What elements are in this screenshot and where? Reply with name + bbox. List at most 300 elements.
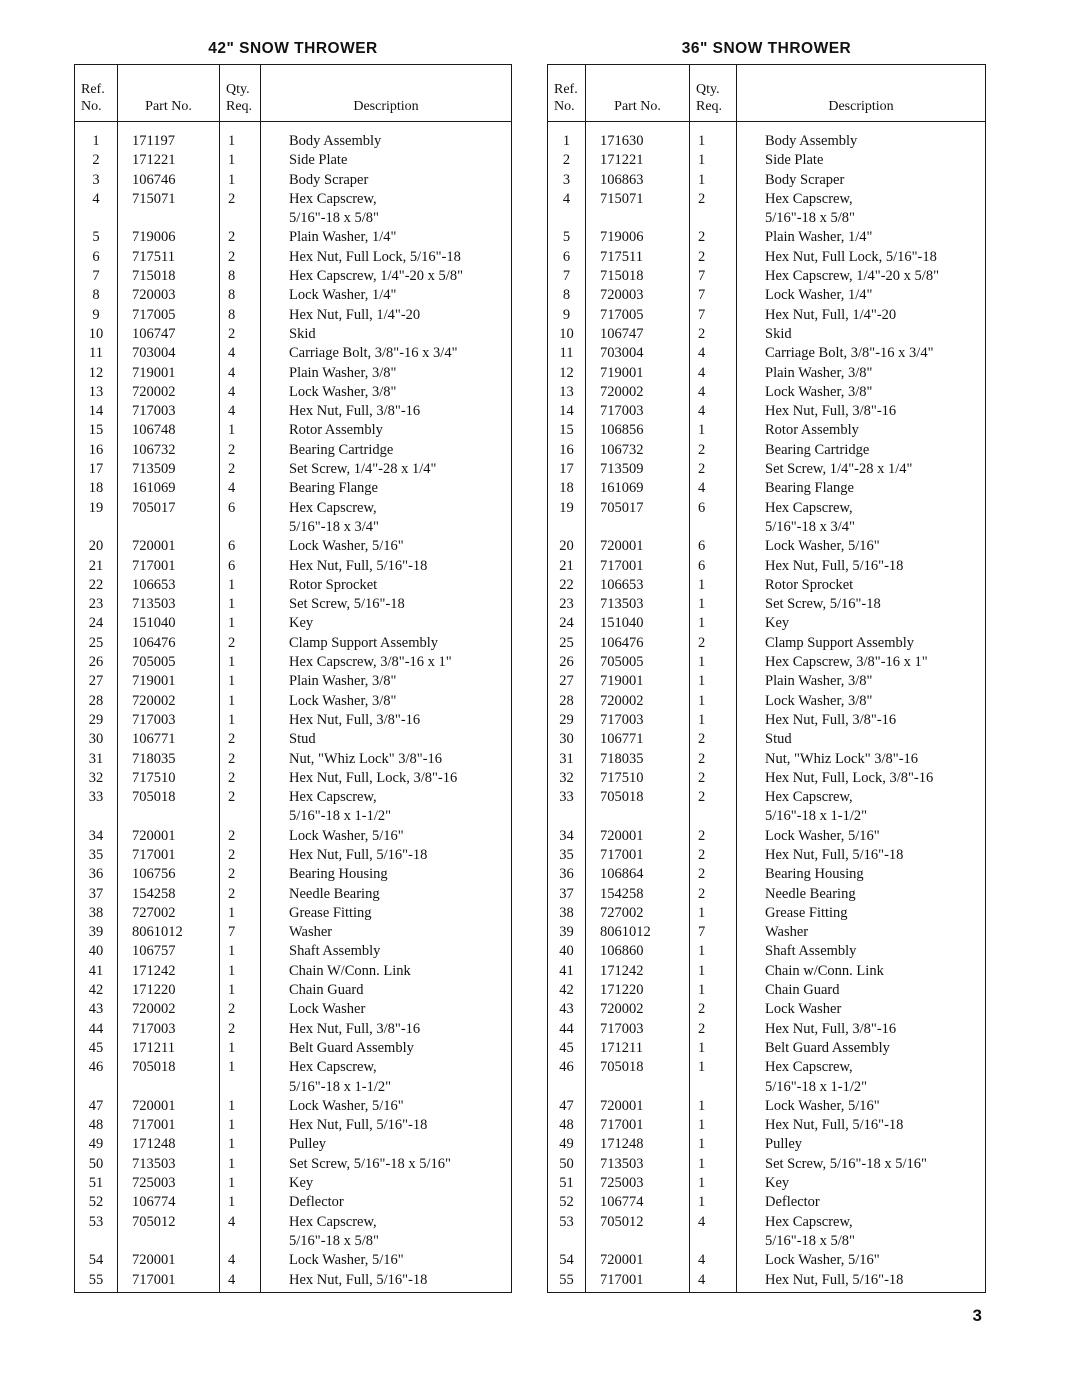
ref-no-cell xyxy=(548,325,586,344)
table-row xyxy=(548,286,986,305)
parts-list-36-inch xyxy=(547,38,986,1293)
part-no-cell xyxy=(118,421,220,440)
qty-cell xyxy=(220,885,261,904)
qty-cell-text: 1 xyxy=(228,1194,236,1211)
part-no-header: Part No. xyxy=(118,65,220,122)
table-row xyxy=(548,750,986,769)
table-row xyxy=(548,325,986,344)
ref-no-cell-text: 22 xyxy=(88,576,104,593)
ref-no-cell-text: 27 xyxy=(88,673,104,690)
ref-no-cell-text: 48 xyxy=(559,1117,574,1134)
description-cell-text: Plain Washer, 3/8" xyxy=(289,364,397,381)
description-cell-text: Hex Capscrew, xyxy=(765,499,853,516)
description-cell xyxy=(737,383,986,402)
qty-cell xyxy=(690,981,737,1000)
qty-cell-text: 7 xyxy=(698,306,706,323)
ref-no-cell-text: 28 xyxy=(559,692,574,709)
part-no-cell xyxy=(118,788,220,827)
ref-no-cell xyxy=(548,383,586,402)
qty-cell-text: 2 xyxy=(698,885,706,902)
qty-cell xyxy=(690,634,737,653)
qty-cell xyxy=(690,267,737,286)
table-row xyxy=(548,730,986,749)
qty-cell-text: 1 xyxy=(698,1155,706,1172)
qty-cell-text: 8 xyxy=(228,268,236,285)
ref-no-cell xyxy=(75,267,118,286)
part-no-cell-text: 713503 xyxy=(132,596,176,613)
description-cell xyxy=(261,730,512,749)
ref-no-cell xyxy=(75,981,118,1000)
qty-cell-text: 2 xyxy=(698,769,706,786)
qty-cell-text: 2 xyxy=(698,750,706,767)
part-no-cell-text: 717003 xyxy=(132,711,176,728)
part-no-cell-text: 171248 xyxy=(600,1136,644,1153)
ref-no-cell-text: 55 xyxy=(559,1271,574,1288)
part-no-cell xyxy=(118,595,220,614)
qty-cell xyxy=(690,672,737,691)
description-cell-text: Hex Nut, Full, 3/8"-16 xyxy=(765,1020,897,1037)
qty-cell xyxy=(690,499,737,538)
part-no-cell-text: 719001 xyxy=(600,673,644,690)
ref-no-cell xyxy=(548,1020,586,1039)
ref-no-cell-text: 44 xyxy=(559,1020,574,1037)
description-cell-text: Lock Washer xyxy=(765,1001,842,1018)
part-no-cell-text: 715071 xyxy=(600,190,644,207)
table-row xyxy=(75,1058,512,1097)
description-continuation-text: 5/16"-18 x 1-1/2" xyxy=(289,808,392,825)
qty-cell xyxy=(220,595,261,614)
qty-cell-text: 2 xyxy=(698,190,706,207)
description-cell xyxy=(737,1135,986,1154)
qty-cell xyxy=(690,151,737,170)
description-cell xyxy=(261,788,512,827)
ref-no-cell-text: 54 xyxy=(88,1252,104,1269)
table-row xyxy=(75,730,512,749)
ref-no-cell-text: 46 xyxy=(88,1059,104,1076)
ref-no-cell xyxy=(75,885,118,904)
ref-no-cell xyxy=(548,1193,586,1212)
description-cell-text: Hex Capscrew, xyxy=(289,789,377,806)
ref-no-cell xyxy=(75,1039,118,1058)
part-no-cell-text: 171242 xyxy=(600,962,644,979)
table-header-row xyxy=(548,65,986,122)
qty-cell xyxy=(690,1193,737,1212)
description-cell xyxy=(261,750,512,769)
qty-cell xyxy=(220,1116,261,1135)
part-no-cell xyxy=(586,479,690,498)
ref-no-cell xyxy=(548,865,586,884)
qty-cell xyxy=(690,1000,737,1019)
part-no-cell xyxy=(118,171,220,190)
qty-cell-text: 6 xyxy=(698,499,706,516)
qty-cell xyxy=(220,1174,261,1193)
description-cell-text: Clamp Support Assembly xyxy=(765,634,915,651)
part-no-cell xyxy=(586,750,690,769)
table-row xyxy=(548,614,986,633)
qty-cell xyxy=(690,1155,737,1174)
description-cell xyxy=(261,306,512,325)
qty-cell-text: 1 xyxy=(698,1136,706,1153)
qty-cell xyxy=(690,383,737,402)
qty-cell-text: 1 xyxy=(228,615,236,632)
ref-no-cell xyxy=(75,962,118,981)
part-no-cell-text: 720001 xyxy=(600,827,644,844)
qty-cell xyxy=(690,942,737,961)
parts-list-42-inch xyxy=(74,38,512,1293)
part-no-cell xyxy=(586,653,690,672)
ref-no-cell-text: 37 xyxy=(559,885,574,902)
qty-cell xyxy=(690,306,737,325)
description-cell xyxy=(737,730,986,749)
description-cell-text: Lock Washer, 5/16" xyxy=(289,538,404,555)
description-cell xyxy=(261,122,512,152)
ref-no-cell-text: 45 xyxy=(559,1039,574,1056)
qty-cell-text: 2 xyxy=(228,325,236,342)
qty-cell-text: 2 xyxy=(698,229,706,246)
description-cell-text: Hex Nut, Full Lock, 5/16"-18 xyxy=(289,248,461,265)
part-no-cell-text: 106732 xyxy=(600,441,644,458)
description-cell-text: Nut, "Whiz Lock" 3/8"-16 xyxy=(289,750,443,767)
table-row xyxy=(548,421,986,440)
qty-cell-text: 4 xyxy=(228,403,236,420)
qty-cell xyxy=(690,653,737,672)
qty-cell-text: 4 xyxy=(698,345,706,362)
qty-cell xyxy=(690,537,737,556)
ref-no-cell xyxy=(75,1251,118,1270)
ref-no-cell-text: 42 xyxy=(88,982,104,999)
description-cell-text: Hex Nut, Full, 5/16"-18 xyxy=(289,1271,428,1288)
qty-cell xyxy=(220,846,261,865)
part-no-cell-text: 713503 xyxy=(132,1155,176,1172)
table-row xyxy=(75,1116,512,1135)
qty-req-header: Qty. Req. xyxy=(220,65,261,122)
ref-no-cell xyxy=(548,1213,586,1252)
ref-no-cell-text: 9 xyxy=(92,306,100,323)
table-row xyxy=(548,537,986,556)
ref-no-cell xyxy=(548,364,586,383)
part-no-cell xyxy=(586,1020,690,1039)
table-row xyxy=(75,499,512,538)
ref-no-cell xyxy=(548,981,586,1000)
table-row xyxy=(75,1097,512,1116)
description-cell xyxy=(261,441,512,460)
table-row xyxy=(548,557,986,576)
ref-no-cell xyxy=(548,730,586,749)
parts-table xyxy=(74,64,512,1293)
description-cell-text: Lock Washer, 3/8" xyxy=(289,383,397,400)
table-row xyxy=(75,653,512,672)
qty-cell-text: 1 xyxy=(228,904,236,921)
qty-cell-text: 2 xyxy=(698,1001,706,1018)
description-cell xyxy=(737,306,986,325)
ref-no-cell xyxy=(548,711,586,730)
ref-no-cell xyxy=(75,653,118,672)
part-no-cell-text: 171211 xyxy=(132,1039,175,1056)
part-no-cell-text: 154258 xyxy=(132,885,176,902)
table-row xyxy=(548,769,986,788)
qty-cell-text: 1 xyxy=(698,1097,706,1114)
qty-cell-text: 1 xyxy=(698,422,706,439)
description-cell xyxy=(261,865,512,884)
ref-no-cell xyxy=(75,421,118,440)
table-row xyxy=(75,981,512,1000)
part-no-cell-text: 720003 xyxy=(132,287,176,304)
qty-cell xyxy=(220,788,261,827)
qty-cell-text: 2 xyxy=(228,229,236,246)
ref-no-cell xyxy=(75,1097,118,1116)
qty-cell-text: 1 xyxy=(228,1155,236,1172)
qty-cell-text: 1 xyxy=(228,133,236,149)
part-no-cell xyxy=(586,460,690,479)
qty-cell-text: 1 xyxy=(698,692,706,709)
description-cell-text: Pulley xyxy=(765,1136,803,1153)
qty-cell-text: 1 xyxy=(698,133,706,149)
qty-cell-text: 4 xyxy=(698,364,706,381)
ref-no-cell-text: 32 xyxy=(88,769,104,786)
ref-no-cell xyxy=(75,769,118,788)
part-no-cell-text: 151040 xyxy=(600,615,644,632)
qty-cell xyxy=(220,865,261,884)
part-no-cell xyxy=(118,1155,220,1174)
description-cell-text: Set Screw, 5/16"-18 x 5/16" xyxy=(289,1155,451,1172)
part-no-cell-text: 715018 xyxy=(132,268,176,285)
ref-no-cell-text: 34 xyxy=(559,827,574,844)
qty-cell xyxy=(690,171,737,190)
part-no-cell-text: 720002 xyxy=(600,692,644,709)
ref-no-cell-text: 35 xyxy=(559,846,574,863)
description-cell-text: Hex Nut, Full, 3/8"-16 xyxy=(289,711,421,728)
description-cell xyxy=(737,904,986,923)
description-cell xyxy=(737,865,986,884)
description-cell-text: Belt Guard Assembly xyxy=(765,1039,890,1056)
qty-cell xyxy=(220,325,261,344)
part-no-cell xyxy=(118,711,220,730)
description-cell-text: Hex Nut, Full, 5/16"-18 xyxy=(765,846,904,863)
description-cell-text: Chain w/Conn. Link xyxy=(765,962,884,979)
description-cell xyxy=(737,769,986,788)
description-header: Description xyxy=(261,65,512,122)
ref-no-cell xyxy=(548,248,586,267)
qty-cell-text: 1 xyxy=(228,692,236,709)
table-row xyxy=(75,267,512,286)
part-no-cell xyxy=(118,885,220,904)
part-no-cell xyxy=(118,576,220,595)
description-cell xyxy=(737,1097,986,1116)
part-no-cell-text: 151040 xyxy=(132,615,176,632)
description-cell-text: Hex Capscrew, xyxy=(289,499,377,516)
ref-no-cell xyxy=(548,769,586,788)
part-no-cell-text: 720002 xyxy=(132,383,176,400)
qty-cell xyxy=(220,576,261,595)
qty-cell xyxy=(690,1039,737,1058)
qty-cell-text: 2 xyxy=(698,866,706,883)
part-no-cell-text: 171211 xyxy=(600,1039,643,1056)
description-cell xyxy=(261,286,512,305)
description-cell xyxy=(261,499,512,538)
part-no-cell xyxy=(118,267,220,286)
qty-cell xyxy=(220,364,261,383)
table-row xyxy=(548,1097,986,1116)
description-cell xyxy=(261,402,512,421)
ref-no-cell xyxy=(75,364,118,383)
qty-cell xyxy=(220,692,261,711)
part-no-cell xyxy=(118,846,220,865)
part-no-cell xyxy=(586,885,690,904)
qty-cell xyxy=(220,383,261,402)
qty-cell xyxy=(690,1097,737,1116)
part-no-cell xyxy=(118,364,220,383)
description-cell-text: Plain Washer, 3/8" xyxy=(765,673,873,690)
part-no-cell xyxy=(586,1116,690,1135)
qty-cell-text: 2 xyxy=(698,1020,706,1037)
qty-cell xyxy=(690,1058,737,1097)
description-cell xyxy=(261,923,512,942)
ref-no-cell-text: 29 xyxy=(559,711,574,728)
qty-cell-text: 1 xyxy=(228,1117,236,1134)
part-no-cell xyxy=(586,1251,690,1270)
qty-cell-text: 6 xyxy=(228,557,236,574)
ref-no-cell-text: 24 xyxy=(559,615,574,632)
ref-no-cell xyxy=(75,402,118,421)
description-cell-text: Hex Nut, Full, 5/16"-18 xyxy=(289,1117,428,1134)
ref-no-cell-text: 46 xyxy=(559,1059,574,1076)
table-row xyxy=(548,1135,986,1154)
table-row xyxy=(548,942,986,961)
table-row xyxy=(548,499,986,538)
part-no-cell-text: 720001 xyxy=(132,827,176,844)
part-no-cell xyxy=(586,595,690,614)
part-no-cell-text: 717005 xyxy=(132,306,176,323)
table-row xyxy=(548,228,986,247)
ref-no-header: Ref. No. xyxy=(75,65,118,122)
ref-no-cell xyxy=(548,1251,586,1270)
ref-no-cell-text: 49 xyxy=(559,1136,574,1153)
ref-no-cell-text: 7 xyxy=(92,268,100,285)
part-no-cell xyxy=(118,962,220,981)
table-row xyxy=(75,190,512,229)
qty-cell-text: 1 xyxy=(698,982,706,999)
part-no-cell-text: 106747 xyxy=(600,325,644,342)
qty-cell-text: 2 xyxy=(228,731,236,748)
ref-no-cell xyxy=(75,557,118,576)
description-cell xyxy=(261,364,512,383)
ref-no-cell xyxy=(75,460,118,479)
ref-no-cell-text: 31 xyxy=(88,750,104,767)
part-no-cell-text: 106653 xyxy=(600,576,644,593)
qty-cell xyxy=(690,344,737,363)
qty-cell xyxy=(220,537,261,556)
description-cell-text: Plain Washer, 3/8" xyxy=(765,364,873,381)
qty-cell-text: 2 xyxy=(698,827,706,844)
part-no-cell xyxy=(586,942,690,961)
qty-cell xyxy=(690,846,737,865)
qty-cell xyxy=(220,122,261,152)
part-no-cell xyxy=(118,769,220,788)
part-no-cell-text: 705012 xyxy=(132,1213,176,1230)
ref-no-cell xyxy=(75,1174,118,1193)
part-no-cell-text: 171242 xyxy=(132,962,176,979)
description-cell xyxy=(737,151,986,170)
ref-no-cell-text: 7 xyxy=(562,268,571,285)
ref-no-cell xyxy=(75,248,118,267)
qty-cell xyxy=(220,769,261,788)
ref-no-cell xyxy=(75,122,118,152)
qty-cell xyxy=(690,1020,737,1039)
description-cell xyxy=(737,1020,986,1039)
part-no-cell xyxy=(586,1058,690,1097)
description-cell xyxy=(737,942,986,961)
qty-cell-text: 1 xyxy=(228,171,236,188)
ref-no-cell-text: 23 xyxy=(559,596,574,613)
table-row xyxy=(75,962,512,981)
part-no-cell-text: 705012 xyxy=(600,1213,644,1230)
ref-no-cell xyxy=(548,942,586,961)
ref-no-cell xyxy=(75,576,118,595)
table-row xyxy=(548,1271,986,1293)
description-cell xyxy=(261,537,512,556)
qty-cell xyxy=(690,402,737,421)
description-cell-text: Rotor Assembly xyxy=(289,422,383,439)
table-row xyxy=(75,942,512,961)
description-cell xyxy=(261,479,512,498)
part-no-cell xyxy=(118,1020,220,1039)
table-row xyxy=(75,479,512,498)
section-title: 42" SNOW THROWER xyxy=(208,40,378,57)
table-row xyxy=(548,344,986,363)
ref-no-cell-text: 17 xyxy=(559,461,574,478)
ref-no-cell-text: 6 xyxy=(92,248,100,265)
qty-cell xyxy=(220,151,261,170)
ref-no-cell-text: 11 xyxy=(89,345,103,362)
ref-no-cell-text: 4 xyxy=(562,190,571,207)
ref-no-cell xyxy=(75,730,118,749)
ref-no-header: Ref. No. xyxy=(548,65,586,122)
part-no-cell xyxy=(586,441,690,460)
description-cell xyxy=(261,614,512,633)
description-continuation-text: 5/16"-18 x 1-1/2" xyxy=(765,808,868,825)
qty-cell-text: 4 xyxy=(228,383,236,400)
ref-no-cell xyxy=(75,865,118,884)
description-cell xyxy=(737,962,986,981)
qty-cell xyxy=(690,885,737,904)
description-cell-text: Key xyxy=(765,615,790,632)
description-cell-text: Bearing Flange xyxy=(289,480,378,497)
qty-cell xyxy=(220,614,261,633)
table-row xyxy=(548,923,986,942)
ref-no-cell-text: 52 xyxy=(559,1194,574,1211)
description-cell-text: Hex Capscrew, 3/8"-16 x 1" xyxy=(289,654,452,671)
description-cell xyxy=(261,151,512,170)
description-cell-text: Grease Fitting xyxy=(289,904,372,921)
part-no-cell xyxy=(586,537,690,556)
table-row xyxy=(75,788,512,827)
ref-no-cell-text: 25 xyxy=(88,634,104,651)
description-cell xyxy=(737,1251,986,1270)
part-no-cell-text: 713503 xyxy=(600,1155,644,1172)
qty-cell-text: 1 xyxy=(698,615,706,632)
ref-no-cell-text: 9 xyxy=(562,306,571,323)
description-cell-text: Rotor Assembly xyxy=(765,422,859,439)
description-cell xyxy=(261,885,512,904)
qty-cell xyxy=(690,576,737,595)
description-cell xyxy=(737,1000,986,1019)
qty-cell-text: 1 xyxy=(698,654,706,671)
ref-no-cell xyxy=(548,904,586,923)
description-cell-text: Lock Washer, 3/8" xyxy=(765,692,873,709)
qty-cell-text: 2 xyxy=(698,731,706,748)
ref-no-cell xyxy=(548,885,586,904)
part-no-cell xyxy=(118,537,220,556)
